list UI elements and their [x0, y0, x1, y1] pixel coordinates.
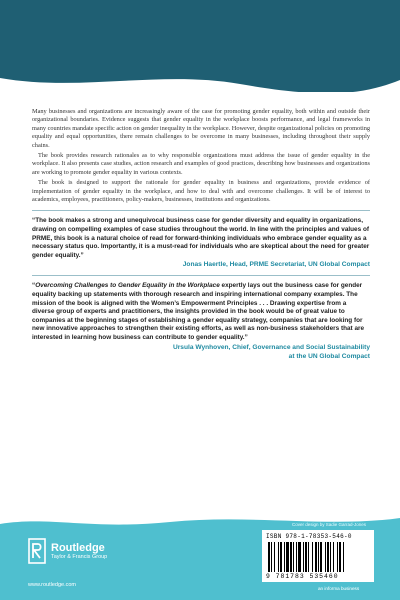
divider	[32, 210, 370, 211]
description-paragraph: Many businesses and organizations are increasingly aware of the case for promoting gender equality, both within and outside their organizational boundaries. Evidence suggests that gender equality in the workplace boosts performance, and legal frameworks in many countries mandate specific action on gender inequality in the workplace. However, despite organizational policies on promoting equality and equal opportunities, there remain challenges to be overcome in many businesses, including throughout their supply chains.	[32, 108, 370, 149]
quoted-book-title: Overcoming Challenges to Gender Equality in the Workplace	[35, 282, 220, 290]
barcode-bars	[268, 542, 368, 572]
attribution-line: at the UN Global Compact	[288, 352, 370, 360]
barcode-bar	[318, 542, 319, 572]
barcode-bar	[325, 542, 326, 572]
back-cover-text	[32, 108, 370, 361]
barcode-bar	[280, 542, 282, 572]
barcode-bar	[274, 542, 275, 572]
barcode-bar	[271, 542, 272, 572]
publisher-logo	[28, 538, 107, 564]
barcode-bar	[333, 542, 334, 572]
quote-body: expertly lays out the business case for gender equality backing up statements with thorough research and inspiring international company examples. The mission of the book is aligned with the Women’s Empowerment Principles . . . Drawing expertise from a diverse group of experts and practitioners, the insights provided in the book would be of great value to companies at the beginning stages of establishing a gender equality strategy, companies that are looking for new innovative approaches to strengthen their existing efforts, as well as non-business stakeholders that are interested in learning how business can contribute to gender equality.”	[32, 282, 365, 341]
divider	[32, 275, 370, 276]
barcode-bar	[268, 542, 270, 572]
barcode-bar	[305, 542, 307, 572]
barcode-bar	[320, 542, 322, 572]
barcode-bar	[330, 542, 331, 572]
informa-note: an informa business	[318, 586, 360, 591]
endorsement-attribution	[32, 343, 370, 361]
publisher-text	[51, 542, 107, 561]
barcode-bar	[343, 542, 344, 572]
barcode	[262, 530, 374, 582]
description-paragraph: The book provides research rationales as to why responsible organizations must address the issue of gender equality in the workplace. It also presents case studies, action research and examples of good practices, describing how businesses and organizations are working to promote gender equality in various contexts.	[32, 152, 370, 176]
endorsement-quote	[32, 282, 370, 342]
barcode-bar	[312, 542, 313, 572]
publisher-group: Taylor & Francis Group	[51, 553, 108, 560]
barcode-bar	[339, 542, 341, 572]
barcode-bar	[278, 542, 279, 572]
attribution-line: Ursula Wynhoven, Chief, Governance and Social Sustainability	[172, 343, 370, 351]
barcode-bar	[303, 542, 304, 572]
cover-design-credit: Cover design by Sadie Garrad-Jones	[292, 522, 367, 527]
top-color-band	[0, 0, 400, 92]
barcode-bar	[337, 542, 338, 572]
publisher-name: Routledge	[51, 541, 105, 554]
barcode-bar	[308, 542, 309, 572]
barcode-digits: 9 781783 535460	[266, 573, 339, 580]
barcode-bar	[286, 542, 289, 572]
barcode-bar	[327, 542, 329, 572]
barcode-bar	[315, 542, 317, 572]
barcode-bar	[290, 542, 292, 572]
isbn-text: ISBN 978-1-78353-546-0	[266, 533, 352, 540]
top-wave-decoration	[0, 0, 400, 100]
barcode-bar	[298, 542, 301, 572]
barcode-bar	[296, 542, 297, 572]
barcode-bar	[284, 542, 285, 572]
endorsement-attribution: Jonas Haertle, Head, PRME Secretariat, UN Global Compact	[182, 261, 370, 269]
barcode-bar	[293, 542, 294, 572]
endorsement-quote: “The book makes a strong and unequivocal business case for gender diversity and equality in organizations, drawing on compelling examples of case studies throughout the world. In line with the principles and values of PRME, this book is a natural choice of read for forward-thinking individuals who embrace gender equality as a necessary status quo. Importantly, it is a must-read for individuals who are skeptical about the need for greater gender equality.”	[32, 217, 370, 259]
publisher-website: www.routledge.com	[28, 582, 76, 588]
description-paragraph: The book is designed to support the rationale for gender equality in business and organizations, provide evidence of implementation of gender equality in the workplace, and how to deal with and overcome challenges. It will be of interest to academics, employees, practitioners, policy-makers, businesses, institutions and organizations.	[32, 179, 370, 204]
routledge-r-icon	[28, 538, 46, 564]
quote-open-mark: “	[32, 282, 36, 290]
